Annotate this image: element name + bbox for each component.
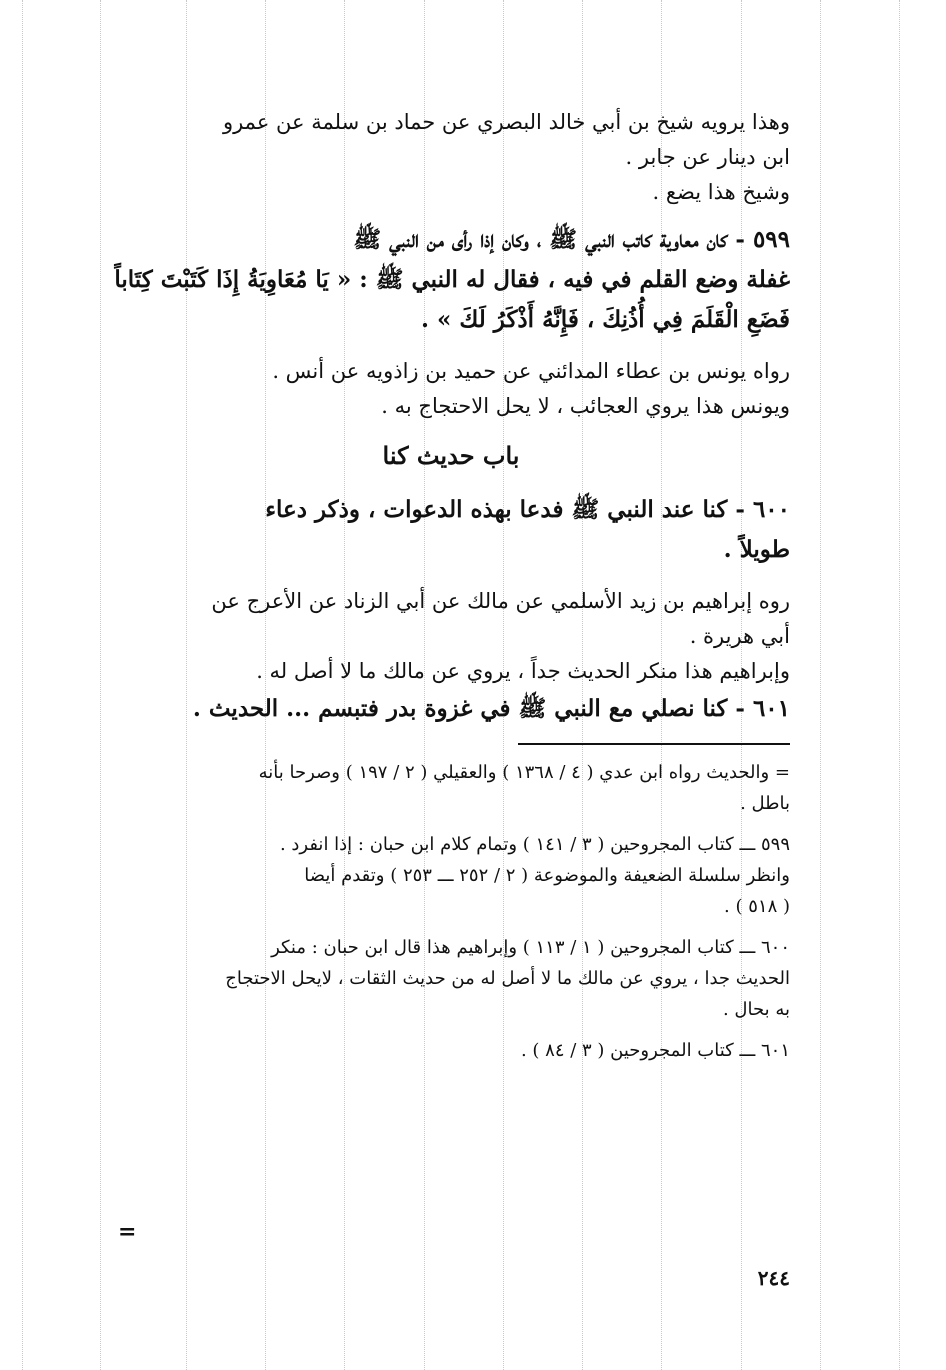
commentary-600 xyxy=(112,584,790,689)
margin-guide xyxy=(22,0,23,1370)
margin-guide xyxy=(899,0,900,1370)
chapter-title: باب حديث كنا xyxy=(382,441,520,470)
margin-guide xyxy=(100,0,101,1370)
footnote-continued xyxy=(112,757,790,819)
text-line: وإبراهيم هذا منكر الحديث جداً ، يروي عن مالك ما لا أصل له . xyxy=(256,659,790,683)
hadith-601: ٦٠١ - كنا نصلي مع النبي ﷺ في غزوة بدر فتبسم ... الحديث . xyxy=(192,695,790,722)
text-line: روه إبراهيم بن زيد الأسلمي عن مالك عن أبي الزناد عن الأعرج عن xyxy=(211,589,790,613)
footnote-line: = والحديث رواه ابن عدي ( ٤ / ١٣٦٨ ) والعقيلي ( ٢ / ١٩٧ ) وصرحا بأنه xyxy=(258,762,790,783)
hadith-line: ٦٠٠ - كنا عند النبي ﷺ فدعا بهذه الدعوات ، وذكر دعاء xyxy=(265,496,790,523)
hadith-599 xyxy=(112,220,790,340)
footnote-line: الحديث جدا ، يروي عن مالك ما لا أصل له من حديث الثقات ، لايحل الاحتجاج xyxy=(225,968,790,989)
margin-guide xyxy=(820,0,821,1370)
text-line: وهذا يرويه شيخ بن أبي خالد البصري عن حماد بن سلمة عن عمرو xyxy=(222,110,790,134)
hadith-line: غفلة وضع القلم في فيه ، فقال له النبي ﷺ : « يَا مُعَاوِيَةُ إِذَا كَتَبْتَ كِتَاباً xyxy=(114,266,790,293)
page-number: ٢٤٤ xyxy=(757,1266,790,1290)
paragraph-intro xyxy=(112,105,790,210)
footnote-line: باطل . xyxy=(740,793,790,814)
footnote-line: ٥٩٩ ـــ كتاب المجروحين ( ٣ / ١٤١ ) وتمام كلام ابن حبان : إذا انفرد . xyxy=(279,834,790,855)
continuation-mark: = xyxy=(118,1219,137,1245)
commentary-599 xyxy=(112,354,790,424)
text-line: أبي هريرة . xyxy=(689,624,790,648)
hadith-line: ٥٩٩ - كان معاوية كاتب النبي ﷺ ، وكان إذا رأى من النبي ﷺ xyxy=(353,226,790,253)
footnote-line: ٦٠٠ ـــ كتاب المجروحين ( ١ / ١١٣ ) وإبراهيم هذا قال ابن حبان : منكر xyxy=(271,937,790,958)
hadith-line: فَضَعِ الْقَلَمَ فِي أُذُنِكَ ، فَإِنَّهُ أَذْكَرُ لَكَ » . xyxy=(421,306,790,333)
text-line: ويونس هذا يروي العجائب ، لا يحل الاحتجاج به . xyxy=(381,394,790,418)
text-line: ابن دينار عن جابر . xyxy=(625,145,790,169)
footnote-599 xyxy=(112,829,790,922)
footnote-600 xyxy=(112,932,790,1025)
text-line: رواه يونس بن عطاء المدائني عن حميد بن زاذويه عن أنس . xyxy=(272,359,790,383)
page-content xyxy=(112,105,790,1066)
footnote-601: ٦٠١ ـــ كتاب المجروحين ( ٣ / ٨٤ ) . xyxy=(520,1040,790,1061)
footnote-line: وانظر سلسلة الضعيفة والموضوعة ( ٢ / ٢٥٢ ـــ ٢٥٣ ) وتقدم أيضا xyxy=(304,865,790,886)
footnote-line: به بحال . xyxy=(722,999,790,1020)
hadith-line: طويلاً . xyxy=(723,536,790,563)
footnote-separator xyxy=(518,743,790,745)
hadith-600 xyxy=(112,490,790,570)
footnote-line: ( ٥١٨ ) . xyxy=(724,896,790,917)
text-line: وشيخ هذا يضع . xyxy=(652,180,790,204)
